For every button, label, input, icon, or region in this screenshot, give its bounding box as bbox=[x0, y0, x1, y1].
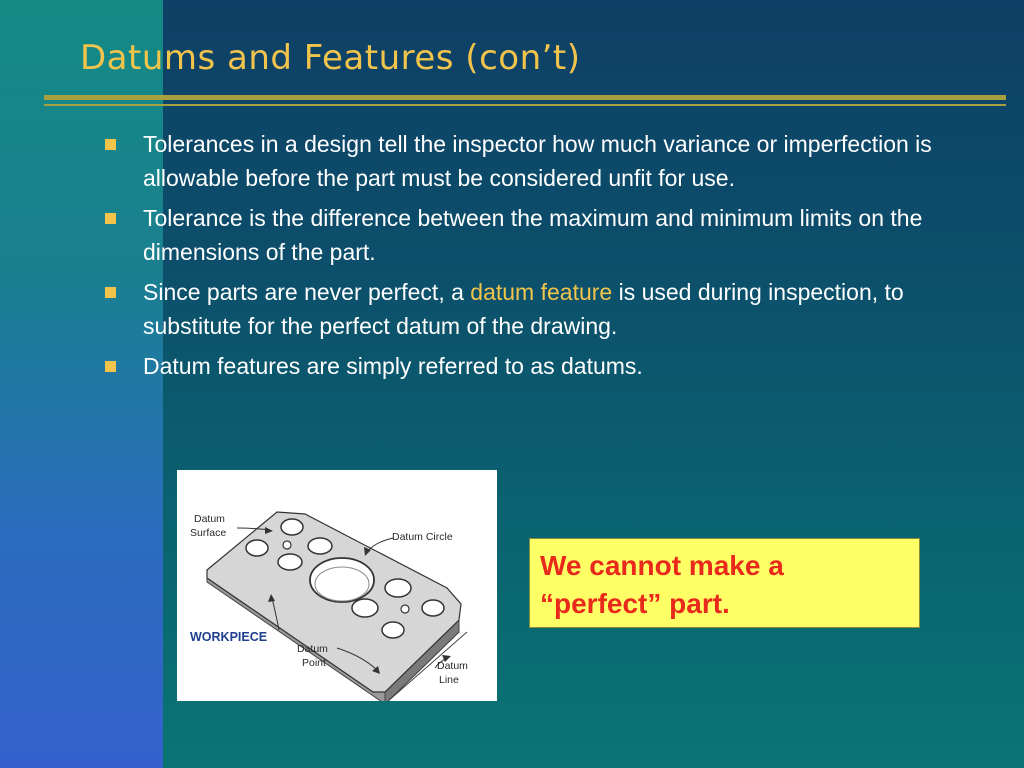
label-workpiece: WORKPIECE bbox=[190, 630, 268, 644]
label-datum-line-2: Line bbox=[439, 674, 459, 686]
label-datum-circle: Datum Circle bbox=[392, 531, 453, 543]
square-bullet-icon bbox=[105, 361, 116, 372]
label-datum-point-2: Point bbox=[302, 657, 326, 669]
title-divider-thin bbox=[44, 104, 1006, 106]
label-datum-line-1: Datum bbox=[437, 660, 468, 672]
workpiece-figure bbox=[177, 470, 497, 701]
label-datum-surface-1: Datum bbox=[194, 513, 225, 525]
callout-box bbox=[529, 538, 920, 628]
label-datum-point-1: Datum bbox=[297, 643, 328, 655]
slide-title: Datums and Features (con’t) bbox=[80, 38, 581, 78]
bullet-item bbox=[104, 201, 984, 269]
square-bullet-icon bbox=[105, 213, 116, 224]
bullet-text-after: is used during inspection, to substitute for the perfect datum of the drawing. bbox=[143, 279, 904, 339]
workpiece-illustration bbox=[177, 470, 497, 701]
bullet-text: Tolerances in a design tell the inspector how much variance or imperfection is allowable before the part must be considered unfit for use. bbox=[143, 131, 932, 191]
callout-line-2: “perfect” part. bbox=[540, 588, 730, 619]
bullet-list bbox=[104, 127, 984, 389]
bullet-text: Datum features are simply referred to as datums. bbox=[143, 353, 643, 379]
label-datum-surface-2: Surface bbox=[190, 527, 227, 539]
bullet-text: Tolerance is the difference between the maximum and minimum limits on the dimensions of the part. bbox=[143, 205, 923, 265]
square-bullet-icon bbox=[105, 139, 116, 150]
title-divider-thick bbox=[44, 95, 1006, 100]
bullet-item bbox=[104, 349, 984, 383]
callout-line-1: We cannot make a bbox=[540, 550, 784, 581]
datum-feature-highlight: datum feature bbox=[470, 279, 613, 305]
bullet-text-before: Since parts are never perfect, a bbox=[143, 279, 471, 305]
bullet-item bbox=[104, 275, 984, 343]
square-bullet-icon bbox=[105, 287, 116, 298]
bullet-item bbox=[104, 127, 984, 195]
